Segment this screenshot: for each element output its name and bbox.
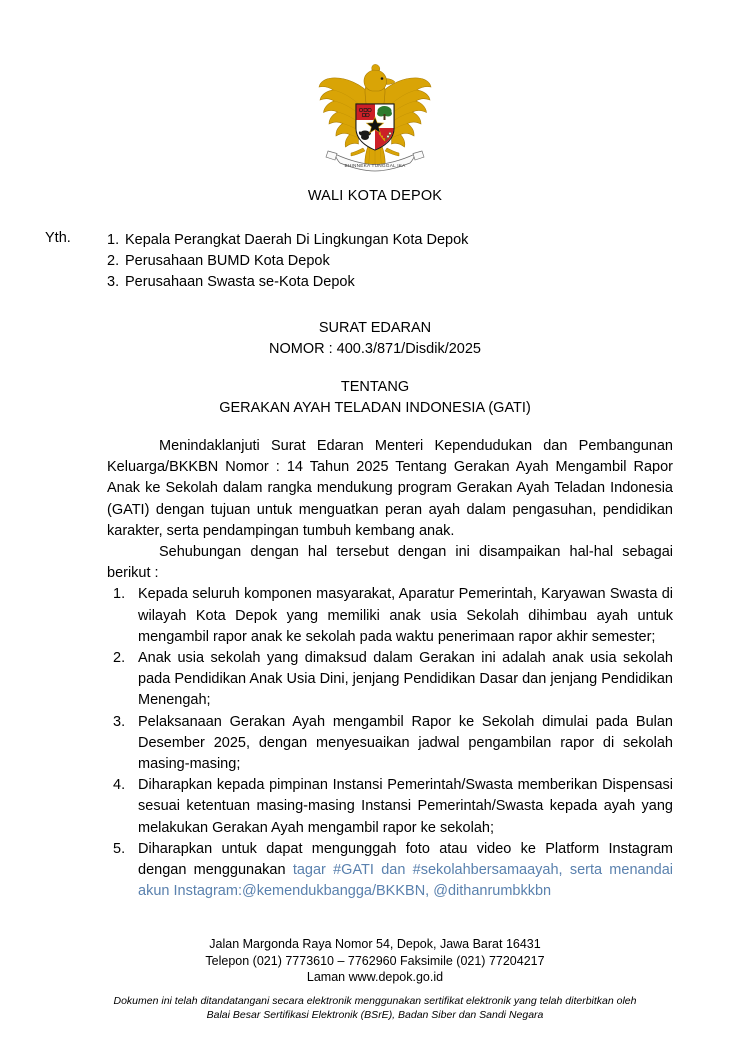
list-item-text: Pelaksanaan Gerakan Ayah mengambil Rapor ke Sekolah dimulai pada Bulan Desember 2025, dengan menyesuaikan jadwal pengambilan rapor di sekolah masing-masing; (138, 713, 673, 773)
instagram-hashtag-link[interactable]: tagar #GATI dan #sekolahbersamaayah, serta menandai akun Instagram:@kemendukbangga/BKKBN, @dithanrumbkkbn (138, 862, 673, 900)
page-title: WALI KOTA DEPOK (307, 188, 443, 204)
list-item-number: 1. (113, 586, 126, 603)
letter-number: NOMOR : 400.3/871/Disdik/2025 (269, 341, 481, 357)
letter-type: SURAT EDARAN (318, 320, 432, 336)
list-item (107, 272, 672, 293)
disclaimer-line-2: Balai Besar Sertifikasi Elektronik (BSrE), Badan Siber dan Sandi Negara (206, 1009, 544, 1021)
addressee-list (107, 230, 672, 293)
body-paragraph-2: Sehubungan dengan hal tersebut dengan ini disampaikan hal-hal sebagai berikut : (107, 544, 673, 582)
electronic-signature-disclaimer (0, 994, 750, 1022)
addressee-text: Perusahaan Swasta se-Kota Depok (125, 274, 355, 290)
footer-street: Jalan Margonda Raya Nomor 54, Depok, Jawa Barat 16431 (209, 937, 541, 951)
addressee-text: Kepala Perangkat Daerah Di Lingkungan Kota Depok (125, 232, 469, 248)
list-item-text: Diharapkan kepada pimpinan Instansi Pemerintah/Swasta memberikan Dispensasi sesuai ketentuan masing-masing Instansi Pemerintah/Swasta kepada ayah yang melakukan Gerakan Ayah mengambil rapor ke sekolah; (138, 777, 673, 836)
list-item-text: Kepada seluruh komponen masyarakat, Aparatur Pemerintah, Karyawan Swasta di wilayah Kota Depok yang memiliki anak usia Sekolah dihimbau ayah untuk mengambil rapor anak ke sekolah pada waktu penerimaan rapor akhir semester; (138, 586, 673, 645)
addressee-row (45, 230, 672, 293)
svg-text:BHINNEKA TUNGGAL IKA: BHINNEKA TUNGGAL IKA (344, 164, 406, 169)
garuda-pancasila-emblem (315, 62, 435, 174)
list-item-number: 4. (113, 777, 126, 794)
disclaimer-line-1: Dokumen ini telah ditandatangani secara elektronik menggunakan sertifikat elektronik yang telah diterbitkan oleh (113, 995, 637, 1007)
title-spacer (0, 360, 750, 377)
list-item-text-plain: Diharapkan untuk dapat mengunggah foto atau video ke Platform Instagram dengan menggunakan (138, 840, 673, 879)
numbered-list (107, 584, 673, 902)
letter-title-block (0, 318, 750, 419)
emblem-container (0, 62, 750, 174)
letter-body (107, 436, 673, 902)
addressee-text: Perusahaan BUMD Kota Depok (125, 253, 330, 269)
list-item (107, 712, 673, 776)
addressee-number: 1. (107, 232, 120, 248)
list-item (107, 251, 672, 272)
footer-website: Laman www.depok.go.id (306, 970, 444, 984)
list-item-text: Anak usia sekolah yang dimaksud dalam Gerakan ini adalah anak usia sekolah pada Pendidikan Anak Usia Dini, jenjang Pendidikan Dasar dan jenjang Pendidikan Menengah; (138, 650, 673, 709)
footer-phone: Telepon (021) 7773610 – 7762960 Faksimile (021) 77204217 (205, 953, 545, 968)
list-item (107, 584, 673, 648)
letter-about-label: TENTANG (340, 379, 410, 395)
list-item-number: 3. (113, 713, 126, 730)
letter-subject: GERAKAN AYAH TELADAN INDONESIA (GATI) (219, 400, 531, 416)
list-item (107, 839, 673, 903)
body-paragraph-1: Menindaklanjuti Surat Edaran Menteri Kependudukan dan Pembangunan Keluarga/BKKBN Nomor : 14 Tahun 2025 Tentang Gerakan Ayah Mengambil Rapor Anak ke Sekolah dalam rangka mendukung program Gerakan Ayah Teladan Indonesia (GATI) dengan tujuan untuk menguatkan peran ayah dalam pengasuhan, pendidikan karakter, serta pendampingan tumbuh kembang anak. (107, 438, 673, 539)
addressee-label: Yth. (45, 230, 71, 246)
list-item (107, 775, 673, 839)
list-item (107, 230, 672, 251)
list-item-text (138, 839, 673, 903)
addressee-number: 3. (107, 274, 120, 290)
footer-address (0, 936, 750, 986)
addressee-block (45, 230, 672, 293)
list-item-number: 5. (113, 840, 126, 857)
addressee-number: 2. (107, 253, 120, 269)
list-item (107, 648, 673, 712)
list-item-number: 2. (113, 650, 126, 667)
